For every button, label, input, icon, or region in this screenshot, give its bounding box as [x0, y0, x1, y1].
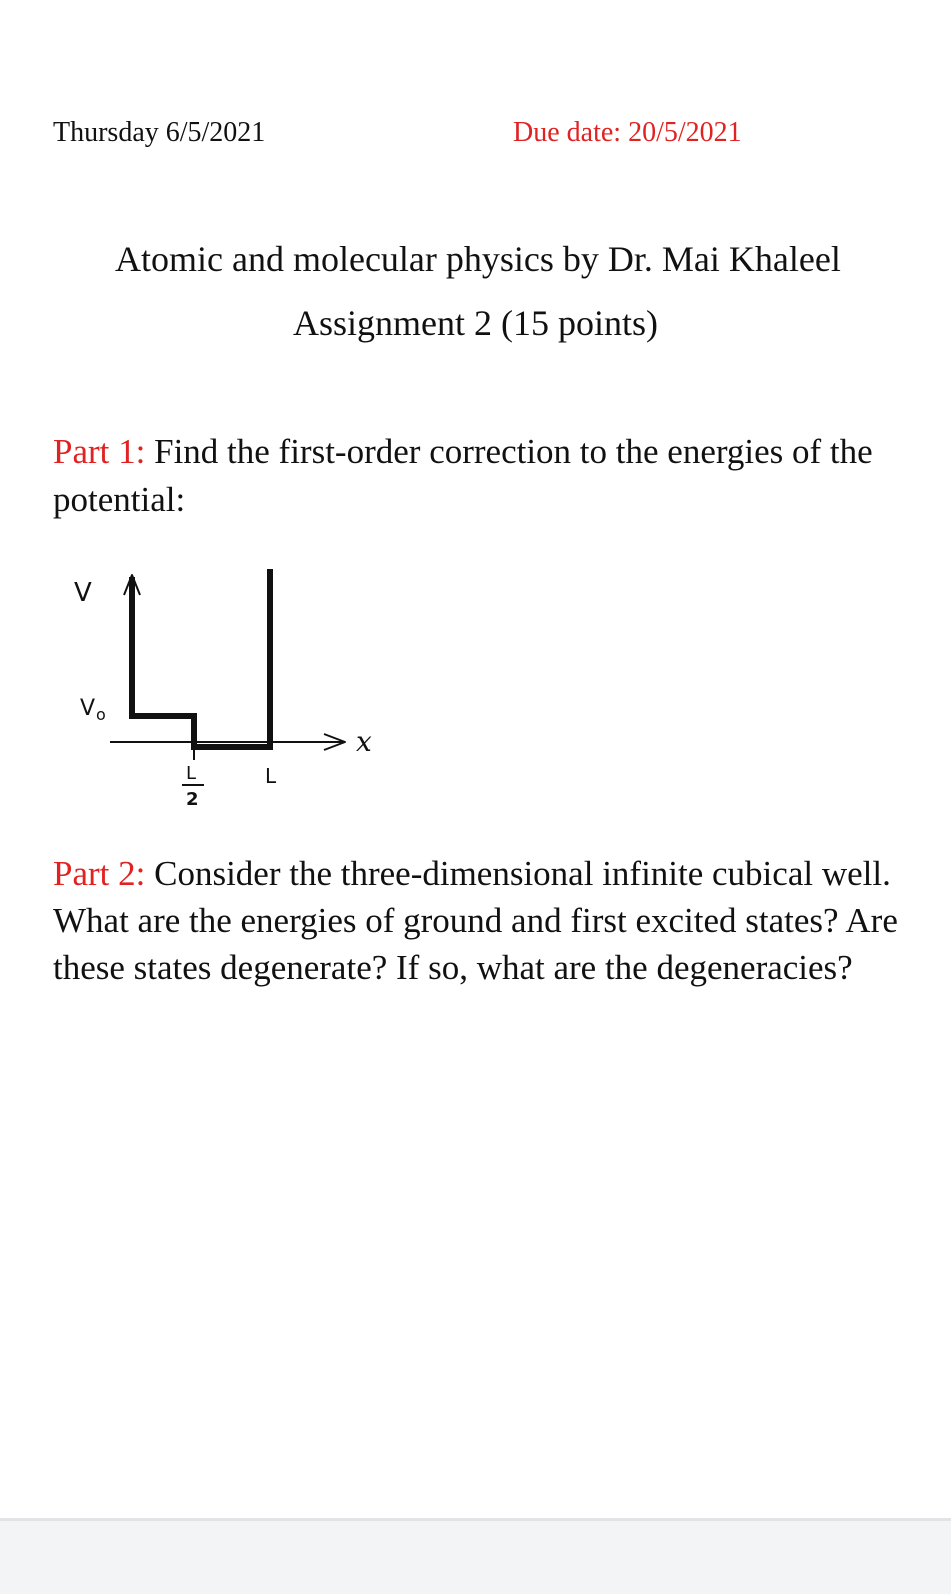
potential-curve: [132, 569, 270, 747]
x-axis-label: x: [356, 725, 372, 758]
part-1-label: Part 1:: [53, 432, 146, 471]
v0-subscript: o: [96, 705, 106, 724]
v-axis-label: V: [74, 578, 92, 608]
part-1-text: Find the first-order correction to the energies of the potential:: [53, 432, 873, 519]
assignment-title: Assignment 2 (15 points): [293, 303, 658, 343]
part-2-label: Part 2:: [53, 854, 146, 893]
assignment-date: Thursday 6/5/2021: [53, 117, 266, 148]
part-2-question: [53, 850, 913, 991]
half-L-denominator: 2: [186, 789, 199, 810]
part-1-question: [53, 428, 913, 524]
part-2-text: Consider the three-dimensional infinite cubical well. What are the energies of ground and first excited states? Are these states degenerate? If so, what are the degeneracies?: [53, 854, 898, 987]
potential-well-diagram: [60, 565, 400, 835]
half-L-numerator: L: [186, 763, 197, 784]
L-label: L: [265, 764, 277, 788]
course-title: Atomic and molecular physics by Dr. Mai Khaleel: [115, 239, 841, 279]
v0-label: V: [80, 696, 96, 721]
viewer-bottom-bar: [0, 1518, 951, 1594]
due-date: Due date: 20/5/2021: [513, 117, 742, 148]
